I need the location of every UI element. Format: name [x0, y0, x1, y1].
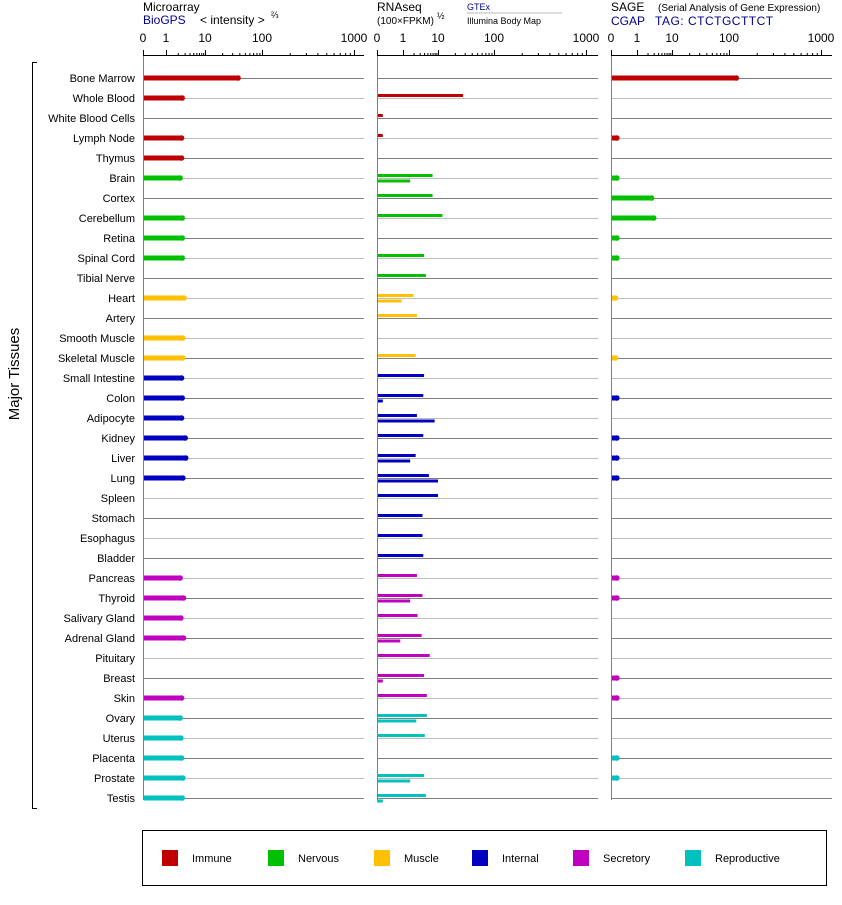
bar-end-cap — [179, 395, 185, 401]
legend-swatch-muscle — [374, 850, 390, 866]
bar — [377, 474, 429, 477]
bar-end-cap — [181, 595, 187, 601]
bar-end-cap — [179, 155, 185, 161]
bar-end-cap — [614, 475, 620, 481]
tick-label: 0 — [373, 31, 381, 45]
bar-end-cap — [182, 435, 188, 441]
bar — [377, 194, 433, 197]
bar — [377, 780, 410, 783]
tissue-label: Thymus — [95, 153, 135, 165]
tick-label: 1 — [399, 31, 407, 45]
tissue-label: Bone Marrow — [69, 73, 135, 85]
sage-subtitle: (Serial Analysis of Gene Expression) — [658, 3, 821, 14]
tissue-label: Heart — [108, 293, 135, 305]
bar-end-cap — [179, 95, 185, 101]
tissue-label: White Blood Cells — [48, 113, 135, 125]
tissue-label: Lymph Node — [73, 133, 135, 145]
tissue-label: Breast — [103, 673, 135, 685]
tissue-label: Brain — [109, 173, 135, 185]
bar — [143, 296, 184, 301]
bar-end-cap — [183, 455, 189, 461]
bar-end-cap — [614, 235, 620, 241]
bar-end-cap — [651, 215, 657, 221]
bar — [143, 436, 185, 441]
tissue-label: Esophagus — [79, 533, 135, 545]
bar — [377, 214, 442, 217]
bar — [377, 94, 463, 97]
tissue-label: Colon — [106, 393, 135, 405]
bar — [143, 96, 182, 101]
legend-swatch-internal — [472, 850, 488, 866]
rnaseq-source-gtex-link[interactable]: GTEx — [467, 2, 491, 12]
bar — [377, 654, 430, 657]
tissue-label: Ovary — [105, 713, 135, 725]
bar-end-cap — [614, 595, 620, 601]
tissue-group-bracket — [33, 63, 38, 809]
bar — [377, 674, 424, 677]
rnaseq-unit-label: (100×FPKM) — [377, 16, 434, 27]
microarray-unit-exponent: ⅔ — [271, 10, 279, 20]
bar — [143, 736, 181, 741]
bar-end-cap — [614, 255, 620, 261]
bar-end-cap — [179, 375, 185, 381]
bar — [143, 696, 182, 701]
bar — [143, 356, 183, 361]
bar — [377, 354, 416, 357]
bar — [143, 396, 182, 401]
tissue-label: Liver — [111, 453, 135, 465]
bar — [143, 76, 238, 81]
bar — [377, 454, 416, 457]
bar — [143, 716, 180, 721]
legend-label-reproductive: Reproductive — [715, 853, 780, 865]
bar — [143, 136, 182, 141]
bar-end-cap — [614, 755, 620, 761]
bar — [377, 300, 402, 303]
bar — [377, 394, 423, 397]
bar — [143, 416, 182, 421]
bar-end-cap — [178, 735, 184, 741]
tissue-label: Adrenal Gland — [64, 633, 135, 645]
tissue-label: Spleen — [100, 493, 135, 505]
bar-end-cap — [179, 235, 185, 241]
bar — [377, 720, 416, 723]
bar — [143, 456, 186, 461]
y-axis-label: Major Tissues — [6, 327, 23, 421]
tissue-label: Tibial Nerve — [76, 273, 135, 285]
bar — [143, 616, 181, 621]
bar — [377, 634, 422, 637]
tissue-label: Small Intestine — [62, 373, 135, 385]
bar — [143, 376, 182, 381]
bar — [611, 216, 654, 221]
tissue-label: Adipocyte — [86, 413, 135, 425]
tissue-label: Thyroid — [98, 593, 135, 605]
tissue-label: Testis — [106, 793, 135, 805]
tick-label: 1 — [162, 31, 170, 45]
bar — [377, 180, 410, 183]
microarray-source-link[interactable]: BioGPS — [143, 13, 186, 27]
bar-end-cap — [179, 215, 185, 221]
tissue-label: Whole Blood — [72, 93, 135, 105]
legend-label-muscle: Muscle — [404, 853, 439, 865]
tick-label: 10 — [198, 31, 212, 45]
bar — [143, 576, 180, 581]
bar — [377, 534, 422, 537]
legend-swatch-secretory — [573, 850, 589, 866]
bar — [143, 256, 182, 261]
bar-end-cap — [179, 695, 185, 701]
tick-label: 0 — [607, 31, 615, 45]
bar — [143, 236, 182, 241]
bar — [377, 694, 427, 697]
bar — [377, 600, 410, 603]
bar-end-cap — [614, 435, 620, 441]
rnaseq-source-illumina-link[interactable]: Illumina Body Map — [467, 16, 542, 26]
legend-label-internal: Internal — [502, 853, 539, 865]
bar — [143, 176, 180, 181]
tissue-label: Artery — [105, 313, 135, 325]
bar-end-cap — [180, 775, 186, 781]
tissue-label: Kidney — [101, 433, 135, 445]
tissue-label: Retina — [103, 233, 135, 245]
rnaseq-title: RNAseq — [377, 0, 422, 14]
bar-end-cap — [179, 135, 185, 141]
sage-title: SAGE — [611, 0, 645, 14]
tick-label: 1000 — [340, 31, 368, 45]
bar — [143, 756, 182, 761]
rnaseq-unit-exponent: ½ — [437, 11, 445, 21]
tissue-label: Uterus — [102, 733, 135, 745]
tick-label: 100 — [251, 31, 273, 45]
bar — [377, 774, 424, 777]
bar-end-cap — [178, 615, 184, 621]
tissue-label: Prostate — [94, 773, 135, 785]
tissue-label: Placenta — [92, 753, 135, 765]
bar-end-cap — [614, 695, 620, 701]
bar-end-cap — [613, 355, 619, 361]
bar-end-cap — [614, 455, 620, 461]
tick-label: 100 — [718, 31, 740, 45]
bar — [143, 476, 183, 481]
legend-label-immune: Immune — [192, 853, 232, 865]
tick-label: 1000 — [572, 31, 600, 45]
tissue-label: Cortex — [102, 193, 135, 205]
bar — [377, 480, 438, 483]
bar — [377, 794, 426, 797]
bar — [611, 196, 652, 201]
bar — [377, 174, 433, 177]
tissue-label: Smooth Muscle — [59, 333, 135, 345]
bar-end-cap — [179, 415, 185, 421]
bar — [377, 460, 410, 463]
tick-label: 10 — [431, 31, 445, 45]
tick-label: 100 — [483, 31, 505, 45]
microarray-title: Microarray — [143, 0, 200, 14]
bar-end-cap — [181, 295, 187, 301]
tissue-label: Spinal Cord — [77, 253, 135, 265]
bar — [377, 594, 422, 597]
bar-end-cap — [649, 195, 655, 201]
sage-tag-label: TAG: CTCTGCTTCT — [655, 14, 774, 28]
bar — [611, 76, 736, 81]
bar-end-cap — [614, 775, 620, 781]
bar — [377, 414, 417, 417]
bar — [143, 156, 182, 161]
tissue-label: Salivary Gland — [63, 613, 135, 625]
bar — [143, 596, 183, 601]
sage-source-link[interactable]: CGAP — [611, 14, 646, 28]
legend-swatch-nervous — [268, 850, 284, 866]
bar — [143, 336, 183, 341]
tissue-label: Pancreas — [88, 573, 135, 585]
bar-end-cap — [177, 575, 183, 581]
tick-label: 0 — [139, 31, 147, 45]
bar-end-cap — [614, 135, 620, 141]
tick-label: 1000 — [807, 31, 835, 45]
legend — [143, 831, 827, 886]
bar — [377, 734, 425, 737]
bar — [377, 420, 435, 423]
tick-label: 10 — [665, 31, 679, 45]
tissue-label: Skeletal Muscle — [57, 353, 135, 365]
bar-end-cap — [614, 395, 620, 401]
tissue-label: Lung — [110, 473, 135, 485]
bar — [377, 274, 426, 277]
legend-label-secretory: Secretory — [603, 853, 651, 865]
bar-end-cap — [177, 175, 183, 181]
bar-end-cap — [180, 335, 186, 341]
bar — [143, 796, 182, 801]
tissue-label: Stomach — [91, 513, 135, 525]
bar — [143, 216, 182, 221]
microarray-unit-label: < intensity > — [200, 13, 265, 27]
bar-end-cap — [180, 355, 186, 361]
bar-end-cap — [614, 175, 620, 181]
bar-end-cap — [180, 475, 186, 481]
bar — [377, 294, 414, 297]
bar-end-cap — [177, 715, 183, 721]
legend-swatch-reproductive — [685, 850, 701, 866]
bar-end-cap — [181, 635, 187, 641]
bar — [377, 254, 424, 257]
bar-end-cap — [613, 295, 619, 301]
bar — [143, 776, 183, 781]
bar — [377, 614, 418, 617]
legend-label-nervous: Nervous — [298, 853, 339, 865]
bar — [377, 554, 423, 557]
tissue-label: Pituitary — [95, 653, 135, 665]
bar — [377, 714, 427, 717]
bar-end-cap — [733, 75, 739, 81]
bar — [377, 640, 400, 643]
bar — [377, 374, 424, 377]
legend-swatch-immune — [162, 850, 178, 866]
tissue-label: Skin — [113, 693, 135, 705]
bar — [377, 434, 423, 437]
bar-end-cap — [614, 675, 620, 681]
bar-end-cap — [614, 575, 620, 581]
bar-end-cap — [179, 755, 185, 761]
bar-end-cap — [179, 795, 185, 801]
tissue-label: Bladder — [97, 553, 135, 565]
tick-label: 1 — [633, 31, 641, 45]
bar-end-cap — [179, 255, 185, 261]
bar — [377, 314, 417, 317]
bar — [377, 514, 422, 517]
bar — [377, 574, 417, 577]
bar-end-cap — [235, 75, 241, 81]
tissue-label: Cerebellum — [78, 213, 135, 225]
bar — [143, 636, 183, 641]
bar — [377, 494, 438, 497]
